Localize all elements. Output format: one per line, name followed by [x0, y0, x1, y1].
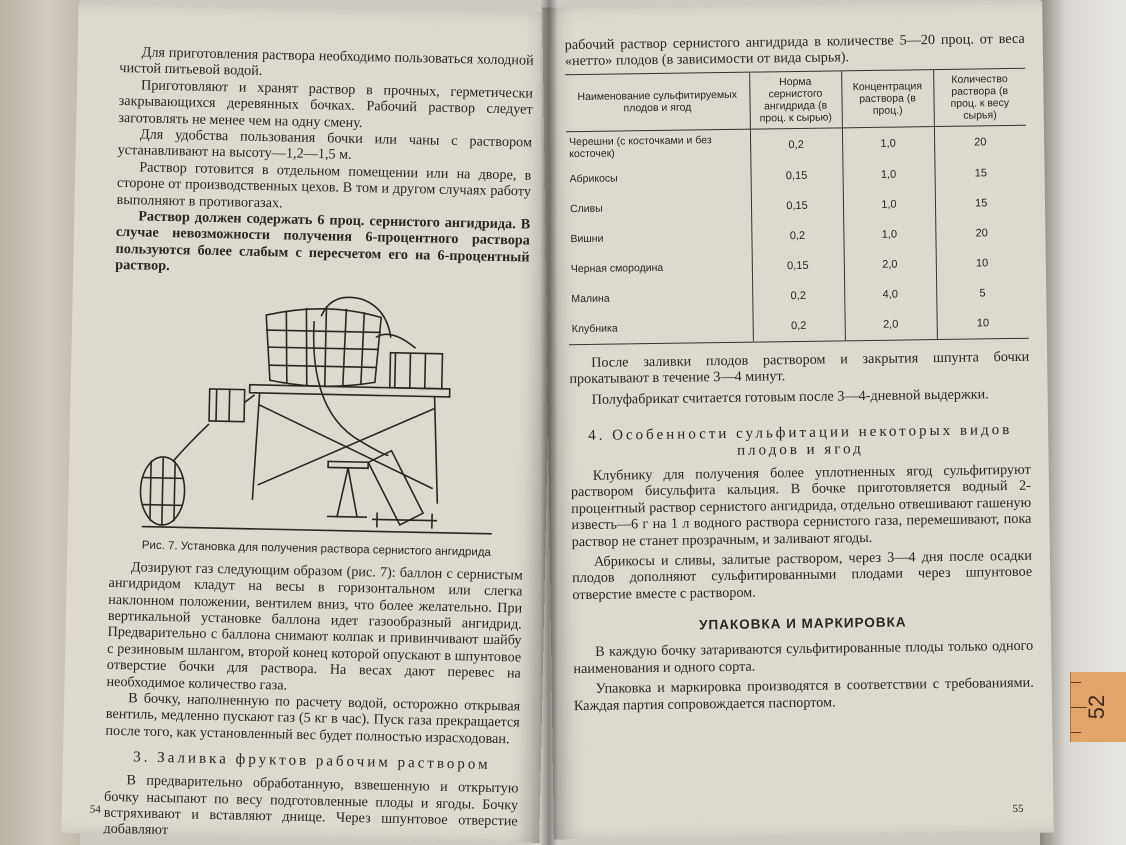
book-spine-shadow — [540, 0, 558, 845]
norm-value: 0,2 — [751, 220, 843, 251]
left-page — [61, 3, 556, 843]
tape-number: 52 — [1084, 694, 1110, 720]
tape-tick — [1071, 732, 1081, 733]
paragraph: Полуфабрикат считается готовым после 3—4-дневной выдержки. — [591, 385, 989, 408]
fruit-name: Малина — [571, 292, 610, 305]
norm-value: 0,2 — [752, 310, 844, 342]
tape-measure — [1070, 672, 1126, 742]
right-page — [542, 1, 1054, 840]
norm-value: 0,15 — [750, 160, 842, 191]
paragraph: В бочку, наполненную по расчету водой, осторожно открывая вентиль, медленно пускают газ (5 кг в час). Пуск газа прекращается после того, как установленный вес будет полностью израсходован. — [105, 690, 521, 748]
quantity-value: 15 — [935, 188, 1027, 219]
page-number: 54 — [89, 803, 101, 816]
norm-value: 0,15 — [752, 250, 844, 281]
table-header: Наименование сульфитируемых плодов и ягод — [565, 72, 750, 132]
section-heading: 3. Заливка фруктов рабочим раствором — [133, 749, 491, 774]
table-header-row — [565, 68, 1026, 131]
quantity-value: 10 — [936, 248, 1028, 279]
quantity-value: 5 — [936, 278, 1028, 309]
table-header: Норма сернистого ангидрида (в проц. к сырью) — [749, 71, 842, 129]
section-heading: 4. Особенности сульфитации некоторых видов плодов и ягод — [588, 422, 1013, 459]
paragraph: Для удобства пользования бочки или чаны с раствором устанавливают на высоту—1,2—1,5 м. — [117, 126, 533, 164]
table-row — [568, 308, 1028, 345]
quantity-value: 10 — [936, 308, 1028, 340]
concentration-value: 1,0 — [842, 159, 934, 190]
quantity-value: 20 — [935, 218, 1027, 249]
fruit-name: Абрикосы — [569, 172, 618, 185]
section-heading: УПАКОВКА И МАРКИРОВКА — [698, 614, 907, 633]
concentration-value: 4,0 — [844, 279, 936, 310]
fruit-name: Сливы — [569, 202, 603, 215]
fruit-name: Вишни — [570, 232, 604, 245]
table-header: Количество раствора (в проц. к весу сырья) — [933, 68, 1026, 126]
concentration-value: 1,0 — [843, 219, 935, 250]
paragraph: Раствор должен содержать 6 проц. сернистого ангидрида. В случае невозможности получения 6-процентного раствора пользуются более слабым с пересчетом его на 6-процентный раствор. — [115, 208, 531, 275]
table-header: Концентрация раствора (в проц.) — [841, 69, 934, 127]
paragraph: Приготовляют и хранят раствор в прочных, герметически закрывающихся деревянных бочках. Рабочий раствор следует заготовлять не менее чем на одну смену. — [118, 77, 534, 131]
tape-tick — [1071, 682, 1081, 683]
paragraph: Абрикосы и сливы, залитые раствором, через 3—4 дня после осадки плодов дополняют сульфитированными плодами через шпунтовое отверстие вместе с раствором. — [572, 547, 1033, 604]
paragraph: Упаковка и маркировка производятся в соответствии с требованиями. Каждая партия сопровождается паспортом. — [573, 674, 1034, 714]
paragraph: рабочий раствор сернистого ангидрида в количестве 5—20 проц. от веса «нетто» плодов (в зависимости от вида сырья). — [564, 30, 1025, 70]
norm-value: 0,2 — [752, 280, 844, 311]
fruit-name: Черная смородина — [570, 261, 664, 275]
paragraph: Раствор готовится в отдельном помещении или на дворе, в стороне от производственных цехов. В том и другом случаях работу выполняют в противогазах. — [116, 159, 532, 212]
sulfitation-table — [565, 68, 1029, 345]
fruit-name: Черешни (с косточками и без косточек) — [569, 133, 712, 160]
concentration-value: 2,0 — [844, 309, 936, 341]
quantity-value: 15 — [934, 158, 1026, 189]
figure-apparatus — [110, 282, 529, 546]
concentration-value: 2,0 — [844, 249, 936, 280]
concentration-value: 1,0 — [843, 189, 935, 220]
concentration-value: 1,0 — [842, 126, 934, 160]
fruit-name: Клубника — [568, 311, 752, 344]
apparatus-illustration — [132, 282, 507, 540]
paragraph: После заливки плодов раствором и закрытия шпунта бочки прокатывают в течение 3—4 минут. — [569, 348, 1030, 388]
quantity-value: 20 — [934, 125, 1026, 159]
paragraph: Для приготовления раствора необходимо пользоваться холодной чистой питьевой водой. — [119, 44, 534, 80]
paragraph: В каждую бочку затариваются сульфитированные плоды только одного наименования и одного сорта. — [573, 638, 1034, 677]
norm-value: 0,15 — [751, 190, 843, 221]
norm-value: 0,2 — [750, 128, 842, 162]
paragraph: В предварительно обработанную, взвешенную и открытую бочку насыпают по весу подготовленные плоды и ягоды. Бочку встряхивают и вставляют днище. Через шпунтовое отверстие добавляют — [103, 772, 519, 839]
figure-caption: Рис. 7. Установка для получения раствора сернистого ангидрида — [141, 539, 492, 559]
paragraph: Клубнику для получения более уплотненных ягод сульфитируют раствором бисульфита кальция. В бочке приготовляется водный 2-процентный раствор сернистого ангидрида, отдельно отвешивают гашеную известь—6 г на 1 л водного раствора сернистого газа, перемешивают, пока раствор не станет прозрачным, и заливают ягоды. — [570, 461, 1032, 550]
paragraph: Дозируют газ следующим образом (рис. 7): баллон с сернистым ангидридом кладут на весы в горизонтальном или слегка наклонном положении, вентилем вниз, что более желательно. При вертикальной установке баллона идет газообразный ангидрид. Предварительно с баллона снимают колпак и привинчивают шайбу с резиновым шлангом, второй конец которой опускают в шпунтовое отверстие бочки для раствора. На весах дают перевес на необходимое количество газа. — [106, 558, 524, 694]
page-number: 55 — [1012, 802, 1024, 816]
